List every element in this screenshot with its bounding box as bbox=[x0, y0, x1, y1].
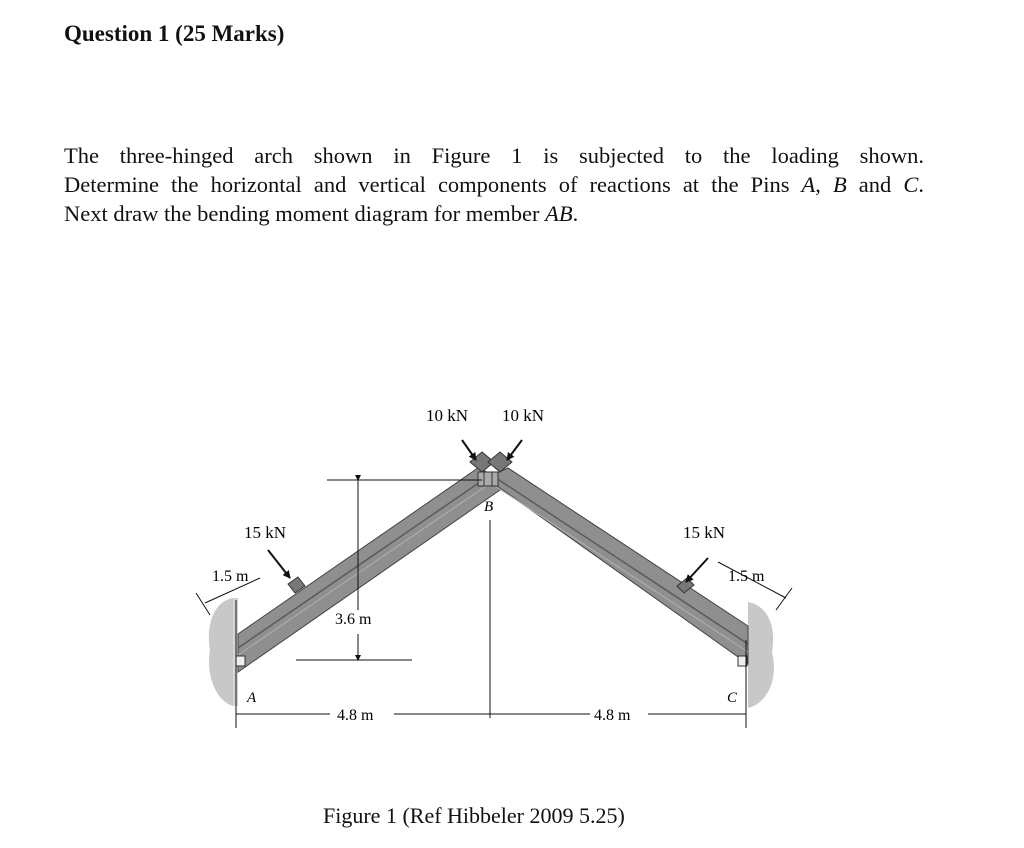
load-arrow-top-left bbox=[462, 440, 476, 460]
right-support bbox=[748, 602, 774, 708]
load-arrow-right bbox=[686, 558, 708, 582]
member-ab bbox=[238, 468, 500, 672]
pin-c-ref: C bbox=[903, 172, 919, 197]
load-label-top-left: 10 kN bbox=[426, 406, 469, 425]
problem-line-1: The three-hinged arch shown in Figure 1 is subjected to the loading shown. bbox=[64, 143, 924, 168]
problem-line-2-text: Determine the horizontal and vertical components of reactions at the Pins bbox=[64, 172, 802, 197]
dim-label-right-offset: 1.5 m bbox=[728, 568, 765, 585]
dim-label-span-right: 4.8 m bbox=[594, 707, 631, 724]
load-arrow-top-right bbox=[507, 440, 522, 460]
dim-label-left-offset: 1.5 m bbox=[212, 568, 249, 585]
period: . bbox=[918, 172, 924, 197]
load-label-top-right: 10 kN bbox=[502, 406, 545, 425]
pin-a-ref: A bbox=[801, 172, 816, 197]
period: . bbox=[572, 201, 579, 226]
dim-label-height: 3.6 m bbox=[335, 611, 372, 628]
member-bc bbox=[486, 468, 748, 664]
load-label-left: 15 kN bbox=[244, 523, 287, 542]
problem-line-3-text: Next draw the bending moment diagram for member bbox=[64, 201, 546, 226]
member-ab-ref: AB bbox=[545, 201, 573, 226]
figure-caption: Figure 1 (Ref Hibbeler 2009 5.25) bbox=[323, 803, 625, 828]
pin-a bbox=[236, 656, 245, 666]
left-support bbox=[209, 598, 238, 706]
pin-b-ref: B bbox=[832, 172, 847, 197]
pin-label-a: A bbox=[247, 690, 257, 706]
separator: , bbox=[815, 172, 833, 197]
question-title: Question 1 (25 Marks) bbox=[64, 21, 285, 46]
load-label-right: 15 kN bbox=[683, 523, 726, 542]
load-arrow-left bbox=[268, 550, 290, 578]
separator: and bbox=[846, 172, 904, 197]
dim-label-span-left: 4.8 m bbox=[337, 707, 374, 724]
pin-label-c: C bbox=[727, 690, 738, 706]
pin-label-b: B bbox=[484, 499, 494, 515]
